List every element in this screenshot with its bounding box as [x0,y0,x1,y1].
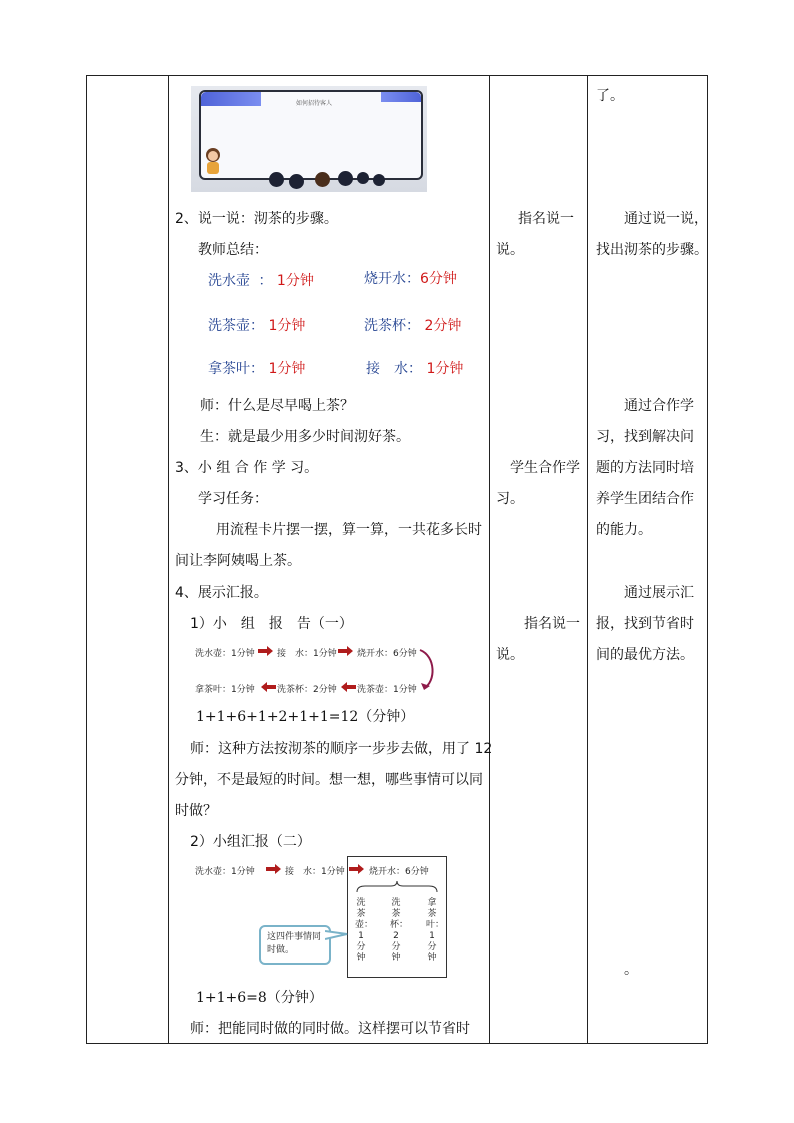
col3-activity3-line1: 指名说一 [524,616,580,632]
step-time: 2分钟 [424,318,462,334]
arrow-right-icon [266,862,282,876]
step-name: 洗茶壶 [208,318,250,334]
flow2-card-2: 接 水：1分钟 [285,867,345,877]
step-item-get-tea [208,359,305,379]
flow2-vertical-card-2: 洗茶杯：2分钟 [390,898,409,963]
student-head-2 [289,174,304,189]
screen-frame [199,90,423,180]
col4-note2-line3: 题的方法同时培 [596,460,694,476]
step-name: 洗水壶 [208,273,250,289]
step-name: 洗茶杯 [364,318,406,334]
col4-dot: 。 [624,962,638,978]
speech-bubble-text: 这四件事情同时做。 [267,932,322,955]
step-item-fetch-water [366,359,463,379]
col4-note3-line1: 通过展示汇 [624,585,694,601]
teacher-figure [205,148,221,174]
flow2-vertical-card-3: 拿茶叶：1分钟 [426,898,445,963]
calc2: 1+1+6=8（分钟） [196,990,323,1006]
step-name: 拿茶叶 [208,361,250,377]
step-sep: ： [406,271,420,287]
step-time: 1分钟 [426,361,464,377]
col4-note2-line5: 的能力。 [596,522,652,538]
col4-note2-line4: 养学生团结合作 [596,491,694,507]
student-head-3 [315,172,330,187]
col4-note3-line2: 报，找到节省时 [596,616,694,632]
step-name: 烧开水 [364,271,406,287]
flow2-card-3: 烧开水：6分钟 [369,867,429,877]
step-sep: ： [408,361,422,377]
flow1-card-1: 洗水壶：1分钟 [195,649,255,659]
col3-activity1-line2: 说。 [496,242,524,258]
step-time: 1分钟 [276,273,314,289]
col4-note1-line2: 找出沏茶的步骤。 [596,242,708,258]
col4-note2-line1: 通过合作学 [624,398,694,414]
step-sep: ： [250,318,264,334]
flow1-card-3: 烧开水：6分钟 [357,649,417,659]
report1-heading: 1）小 组 报 告（一） [190,616,353,632]
step3-heading: 3、小 组 合 作 学 习。 [175,460,319,476]
task-line2: 间让李阿姨喝上茶。 [175,553,301,569]
student-head-5 [357,172,369,184]
step4-heading: 4、展示汇报。 [175,585,268,601]
table-col-1 [87,76,169,1044]
comment1-line1: 师：这种方法按沏茶的顺序一步步去做，用了 12 [190,741,493,757]
flow1-card-4: 拿茶叶：1分钟 [195,685,255,695]
arrow-right-icon [258,644,274,658]
col3-activity1-line1: 指名说一 [518,211,574,227]
step-time: 1分钟 [268,318,306,334]
screen-stripe-left [201,92,261,106]
step-time: 1分钟 [268,361,306,377]
flow2-vertical-card-1: 洗茶壶：1分钟 [355,898,374,963]
step-item-wash-teapot [208,316,305,336]
step-sep: ： [250,361,264,377]
step-item-boil-water [364,269,457,289]
step2-heading: 2、说一说：沏茶的步骤。 [175,211,338,227]
step-sep: ： [406,318,420,334]
screen-stripe-right [381,92,421,102]
col3-activity3-line2: 说。 [496,647,524,663]
flow2-card-1: 洗水壶：1分钟 [195,867,255,877]
step-item-wash-kettle [208,271,314,291]
student-head-1 [269,172,284,187]
comment1-line2: 分钟，不是最短的时间。想一想，哪些事情可以同 [175,772,483,788]
curved-arrow-icon [418,648,438,692]
screen-caption: 如何招待客人 [296,100,333,107]
bubble-pointer [325,928,349,942]
col4-note3-line3: 间的最优方法。 [596,647,694,663]
col3-activity2-line2: 习。 [496,491,524,507]
student-head-4 [338,171,353,186]
task-line1: 用流程卡片摆一摆，算一算，一共花多长时 [216,522,482,538]
step-name: 接 水 [366,361,408,377]
classroom-screenshot-image [191,86,427,192]
speech-bubble [259,925,331,965]
col4-top-text: 了。 [596,88,624,104]
flow1-card-6: 洗茶壶：1分钟 [357,685,417,695]
step-time: 6分钟 [420,271,457,287]
calc1: 1+1+6+1+2+1+1=12（分钟） [196,709,415,725]
teacher-question: 师：什么是尽早喝上茶？ [200,398,354,414]
teacher-summary-label: 教师总结： [198,242,268,258]
flow1-card-2: 接 水：1分钟 [277,649,337,659]
step-item-wash-cups [364,316,461,336]
comment1-line3: 时做？ [175,803,217,819]
arrow-left-icon [260,680,276,694]
arrow-left-icon [340,680,356,694]
col4-note2-line2: 习，找到解决问 [596,429,694,445]
task-title: 学习任务： [198,491,268,507]
bracket-icon [355,880,439,894]
report2-heading: 2）小组汇报（二） [190,834,311,850]
comment2: 师：把能同时做的同时做。这样摆可以节省时 [190,1021,470,1037]
col4-note1-line1: 通过说一说， [624,211,708,227]
arrow-right-icon [338,644,354,658]
flow1-card-5: 洗茶杯：2分钟 [277,685,337,695]
step-sep: ： [258,273,273,289]
col3-activity2-line1: 学生合作学 [510,460,580,476]
student-head-6 [373,174,385,186]
student-answer: 生：就是最少用多少时间沏好茶。 [200,429,410,445]
